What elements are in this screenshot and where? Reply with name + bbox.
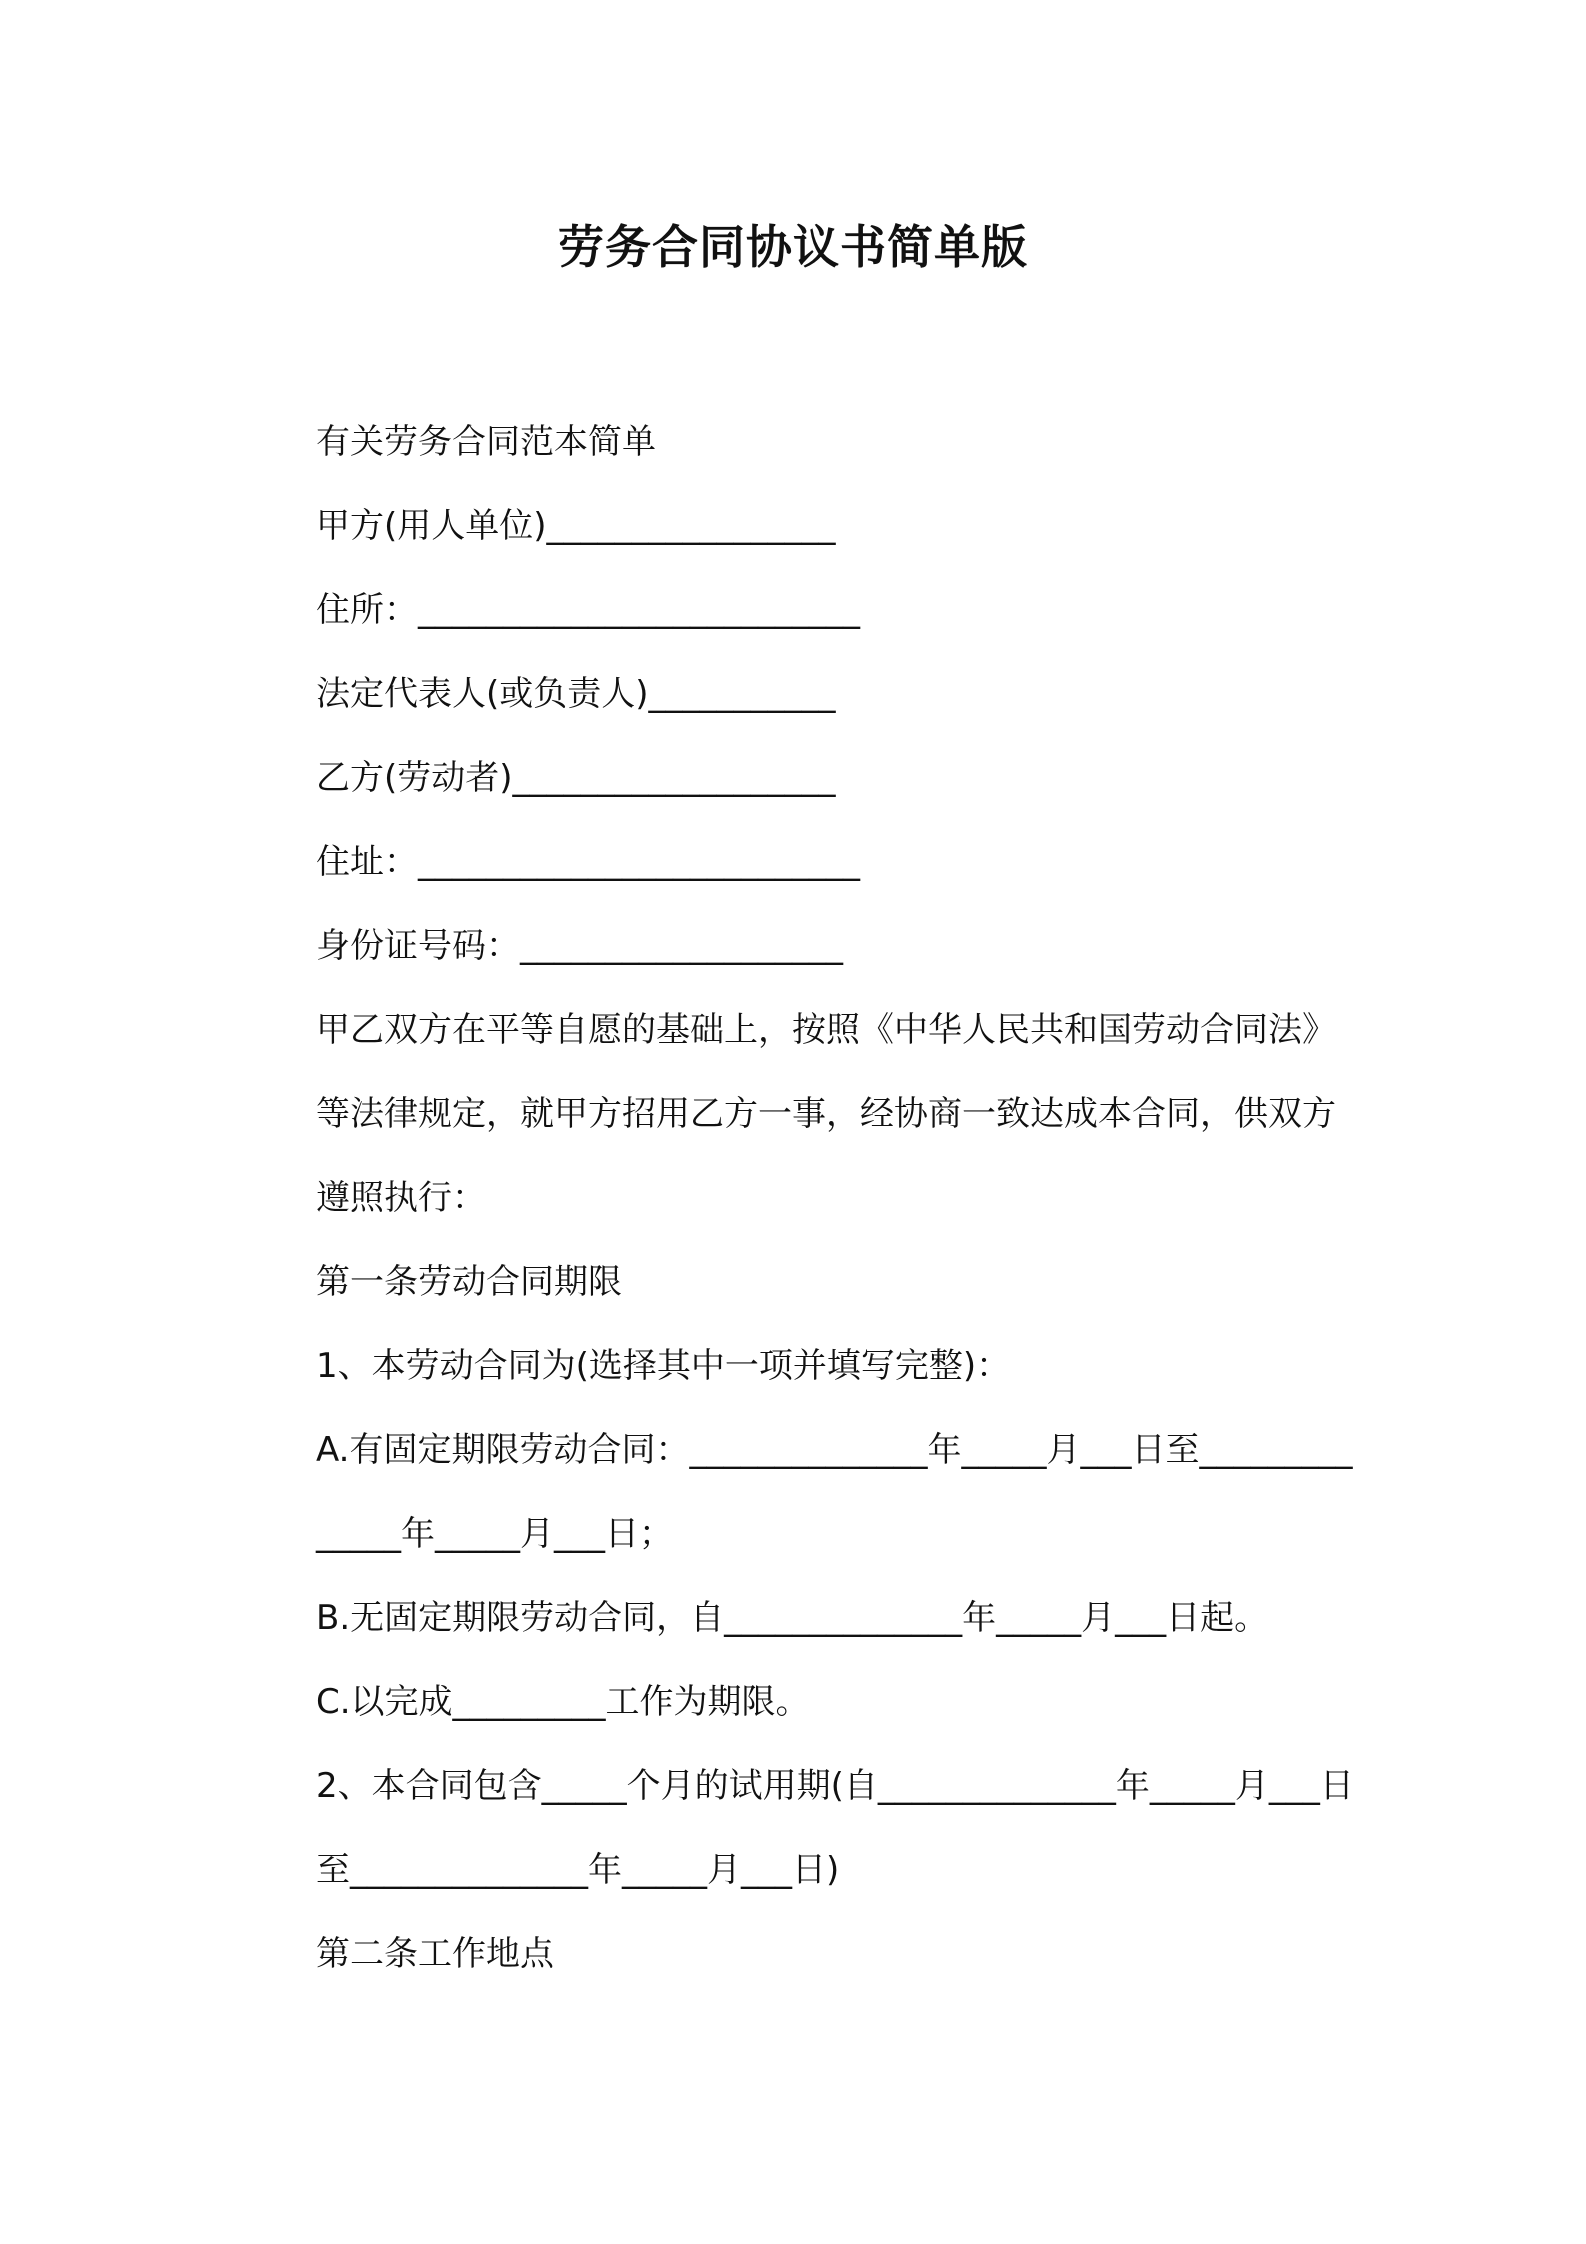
document-title: 劳务合同协议书简单版 [558, 220, 1028, 274]
paragraph-option-c: C.以完成_________工作为期限。 [316, 1682, 810, 1722]
paragraph-probation-period: 2、本合同包含_____个月的试用期(自______________年_____月___日至______________年_____月___日) [316, 1766, 1354, 1890]
paragraph-article-one-heading: 第一条劳动合同期限 [316, 1262, 622, 1302]
paragraph-contract-type: 1、本劳动合同为(选择其中一项并填写完整)： [316, 1346, 1011, 1386]
paragraph-id-number: 身份证号码：___________________ [316, 926, 843, 966]
paragraph-legal-representative: 法定代表人(或负责人)___________ [316, 674, 836, 714]
paragraph-subtitle: 有关劳务合同范本简单 [316, 422, 656, 462]
paragraph-article-two-heading: 第二条工作地点 [316, 1934, 554, 1974]
paragraph-agreement-basis: 甲乙双方在平等自愿的基础上，按照《中华人民共和国劳动合同法》等法律规定，就甲方招用乙方一事，经协商一致达成本合同，供双方遵照执行： [316, 1010, 1336, 1218]
paragraph-party-a: 甲方(用人单位)_________________ [316, 506, 836, 546]
paragraph-option-a: A.有固定期限劳动合同：______________年_____月___日至______________年_____月___日； [316, 1430, 1353, 1554]
document-body [240, 400, 1360, 1996]
paragraph-party-b: 乙方(劳动者)___________________ [316, 758, 836, 798]
paragraph-party-a-address: 住所：__________________________ [316, 590, 860, 630]
paragraph-party-b-address: 住址：__________________________ [316, 842, 860, 882]
paragraph-option-b: B.无固定期限劳动合同，自______________年_____月___日起。 [316, 1598, 1269, 1638]
